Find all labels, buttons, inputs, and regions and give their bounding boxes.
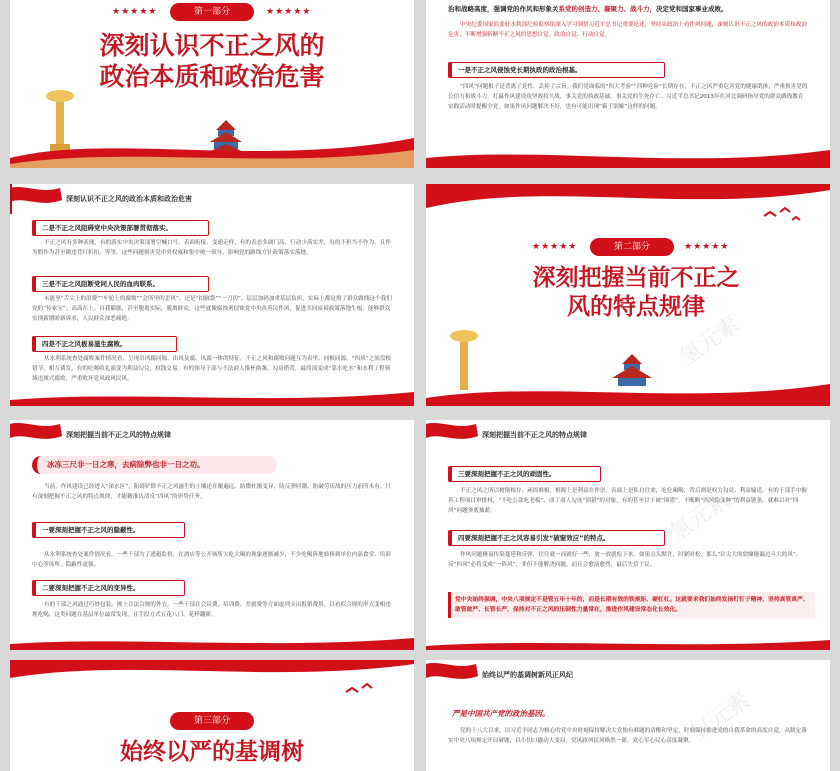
point-heading-3: 三是不正之风阻断党同人民的血肉联系。 bbox=[32, 276, 209, 292]
title-line-1: 深刻认识不正之风的 bbox=[99, 31, 325, 60]
watermark: 氢元素 bbox=[685, 687, 755, 747]
slide-header: 深刻把握当前不正之风的特点规律 bbox=[66, 431, 171, 439]
paragraph-1: 当前，作风建设已经进入“深水区”，阻碍铲除不正之风滋生的土壤还在覆遍远、防微杜渐变异、防反弹回潮、防破劳庆战的压力前所未有。只有深刻把握不正之风的特点规律，才能精准认清反“四风”的形势任务。 bbox=[32, 484, 392, 500]
point-heading-4: 四是不正之风极易滋生腐败。 bbox=[32, 336, 177, 352]
subtitle: 严是中国共产党的政治基因。 bbox=[452, 709, 550, 718]
intro-red-text: 系党的创造力、凝聚力、战斗力 bbox=[558, 5, 650, 13]
flying-birds-icon bbox=[344, 680, 384, 700]
paragraph-red: 中央纪委国家监委驻水利部纪检监察组深入学习领悟习近平总书记重要论述，坚持从政治上看作风问题，深刻认识不正之风的政治本质和政治危害，不断增强斩断不正之风的思想自觉、政治自觉、行动自觉。 bbox=[448, 22, 807, 38]
slide-header: 深刻认识不正之风的政治本质和政治危害 bbox=[66, 195, 192, 203]
intro-sentence bbox=[448, 4, 818, 13]
flying-birds-icon bbox=[762, 204, 802, 224]
point-heading: 一是不正之风侵蚀党长期执政的政治根基。 bbox=[448, 62, 665, 78]
red-wave-decoration bbox=[10, 390, 414, 406]
stars-left: ★★★★★ bbox=[112, 7, 158, 17]
paragraph-body: 党的十八大以来，以习近平同志为核心的党中央时刻保持解决大党独有难题的清醒和坚定，时刻保持推进党的自我革命的高度自觉，从制定落实中央八项规定开局破题，以小切口撬动大变局，党风政风民风焕然一新，党心军心民心高度凝聚。 bbox=[448, 728, 807, 744]
red-flag-icon bbox=[426, 660, 482, 690]
red-flag-icon bbox=[10, 420, 66, 450]
intro-part-b: ，决定党和国家事业成败。 bbox=[649, 5, 728, 13]
paragraph-1: 不正之风之所以树倒根存、顽固难根，根源上是利益在作崇。表面上是私自往来，吃吃喝喝，背后则是权力勾兑、利益输送。有的干部手中握着工程项目审批权，“不吃公款吃老板”，成了商人勾连“围猎”的对象，有的甚至甘于被“围猎”。不断断“四风隐变种”的利益链条，就难以对“四风”问题釜底抽薪。 bbox=[448, 488, 807, 514]
stars-right: ★★★★★ bbox=[684, 242, 730, 252]
slide-part3-cover[interactable] bbox=[10, 660, 414, 771]
part-badge: 第二部分 bbox=[590, 238, 674, 256]
paragraph-3: 未能坚“舌尖上的浪费”“车轮上的腐败”“会所里的歪风”，还是“拍脑袋”“一刀切”、层层加码加重基层负担，实际上都是损了群众路线这个我们党的“传家宝”；高高在上、自我膨胀，甚至脱离实际、脱离群众，这些就像腐蚀剂侵蚀党中央改善民作风，促进共同富裕政策落地生根，能够群众实现新期盼新诉求，人民群众深恶痛绝。 bbox=[32, 296, 392, 322]
red-flag-icon bbox=[10, 184, 66, 214]
red-wave-decoration bbox=[426, 376, 830, 406]
slide-political-harm[interactable] bbox=[10, 184, 414, 406]
watermark: 氢元素 bbox=[675, 311, 745, 371]
red-wave-decoration bbox=[10, 128, 414, 168]
slide-political-foundation[interactable] bbox=[426, 0, 830, 168]
slide-features-2[interactable] bbox=[426, 420, 830, 650]
slide-header: 深刻把握当前不正之风的特点规律 bbox=[482, 431, 587, 439]
slide-part1-cover[interactable] bbox=[10, 0, 414, 168]
point-heading-1: 一要深刻把握不正之风的隐蔽性。 bbox=[32, 522, 185, 538]
part-badge: 第一部分 bbox=[170, 3, 254, 21]
intro-part-a: 治和战略高度，强调党的作风和形象关 bbox=[448, 5, 559, 13]
paragraph-2: 不正之风有多种表现，有的落实中央决策部署空喊口号、表面衔接、变通走样，有的表态多调门高、行动少落实差，有的不担当不作为、且作为假作为甚至做违背打折扣、等等。这些问题损害党中央权威和集中统一领导，影响党的路线方针政策落实落地。 bbox=[32, 240, 391, 256]
stars-left: ★★★★★ bbox=[532, 242, 578, 252]
quote-banner: 冰冻三尺非一日之寒，去病除弊也非一日之功。 bbox=[32, 456, 277, 474]
point-heading-4: 四要深刻把握不正之风容易引发“破窗效应”的特点。 bbox=[448, 530, 665, 546]
title-line-2: 风的特点规律 bbox=[567, 292, 705, 320]
paragraph-2: 从水利系统查处案件情况看，一些干部为了逃避监督，在酒店等公开场所大吃大喝的现象逐渐减少，不少吃喝阵地转移到单位内部食堂、培训中心等场所，隐蔽性更强。 bbox=[32, 552, 391, 568]
slide-header: 始终以严的基调树新风正风纪 bbox=[482, 671, 573, 679]
point-heading-3: 三要深刻把握不正之风的顽固性。 bbox=[448, 466, 601, 482]
slide-strict-tone[interactable] bbox=[426, 660, 830, 771]
part-badge: 第三部分 bbox=[170, 712, 254, 730]
paragraph-body: “四风”问题根子是背离了党性、丢掉了宗旨。我们党面临的“四大考验”“四种危险”长期存在，不正之风严重危害党的健康肌体，严重损害党的公信力和战斗力。打赢作风建设攻坚战持久战，事关党的执政基础，事关党的生死存亡。习近平总书记2013年在河北调研指导党的群众路线教育实践活动时提醒全党，如果作风问题解决不好，也有可能出现“霸王别姬”这样的问题。 bbox=[448, 84, 808, 110]
red-wave-decoration bbox=[426, 638, 830, 650]
paragraph-4: 从水利系统查处腐败案件情况看，呈现出风腐同源、由风及腐、风腐一体的特征。不正之风和腐败问题互为表里、同根同源。“四风”之间盘根错节、相互诱发，有的吃喝收礼演变为利益勾兑，权钱交易。有的领导干部与不法商人推杯换盏、勾肩搭背，最终演变成“靠水吃水”和水利工程领域违规式腐败，严重败坏党风政风民风。 bbox=[32, 356, 392, 382]
slide-features-1[interactable] bbox=[10, 420, 414, 650]
red-wave-decoration bbox=[426, 146, 830, 168]
red-wave-decoration bbox=[10, 636, 414, 650]
watermark: 氢元素 bbox=[665, 487, 735, 547]
title-line-2: 政治本质和政治危害 bbox=[99, 62, 325, 92]
title-line-1: 深刻把握当前不正之 bbox=[532, 264, 740, 291]
point-heading-2: 二要深刻把握不正之风的变异性。 bbox=[32, 580, 185, 596]
slide-title: 始终以严的基调树 bbox=[120, 738, 304, 765]
slide-title bbox=[50, 30, 374, 93]
highlight-block: 党中央始终强调，中央八项规定不是管五年十年的，而是长期有效的铁规矩、硬杠杠。这就要求我们始终发扬钉钉子精神，坚持真管真严、敢管敢严、长管长严，保持对不正之风的压倒性力量常在，推进作风建设常态化长效化。 bbox=[448, 592, 815, 618]
paragraph-2: 作风问题极易传染蔓延和反弹，往往就一而就好一些，放一放就松下来。如果点头默许，时紧时松，那么“针尖大的窟窿能漏过斗大的风”，反“四风”必将变成“一阵风”，非但不能解决问题，而且会愈演愈烈，最后失信于民。 bbox=[448, 552, 802, 568]
point-heading-2: 二是不正之风阻碍党中央决策部署贯彻落实。 bbox=[32, 220, 209, 236]
paragraph-3: 有的干部之风通过巧妙包装，披上合法合规的外衣。一些干部在会议费、培训费、差旅费等方面虚列支出报销费用，以看似合规的形式变相违规吃喝，这类问题在基层单位最常发现，且手段方式五花八门、花样翻新。 bbox=[32, 602, 391, 618]
red-flag-icon bbox=[426, 420, 482, 450]
slide-part2-cover[interactable] bbox=[426, 184, 830, 406]
stars-right: ★★★★★ bbox=[266, 7, 312, 17]
slide-title bbox=[486, 264, 786, 322]
